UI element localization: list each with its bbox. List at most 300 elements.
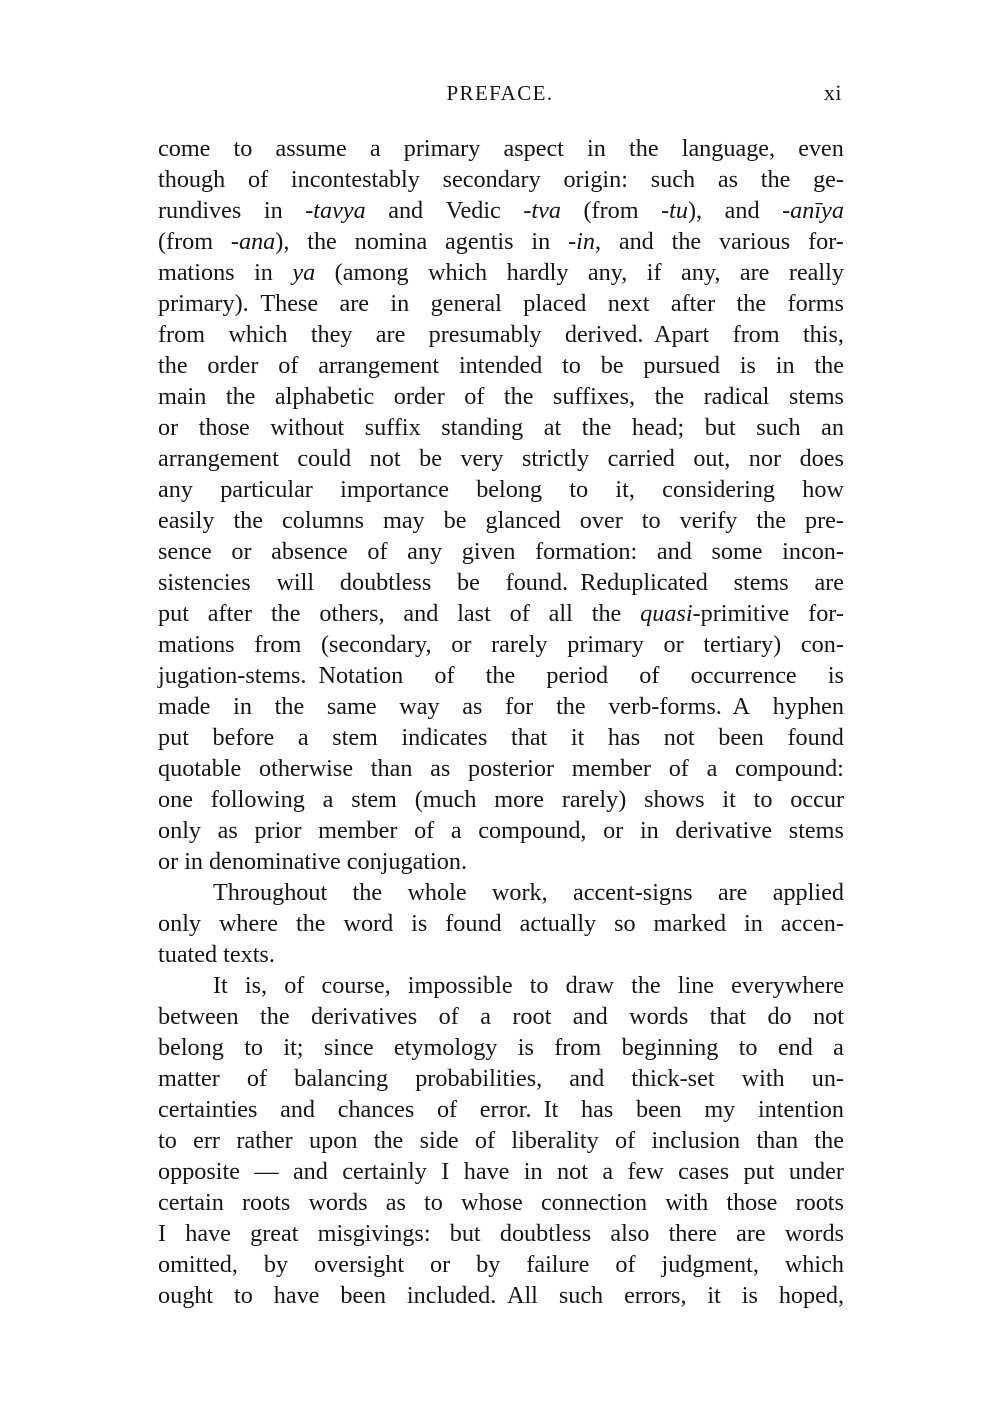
line-word: to <box>233 135 253 162</box>
line-word: than <box>370 755 413 782</box>
line-word: words <box>629 1003 689 1030</box>
line-word: of <box>367 538 388 565</box>
line-word: verb-forms. A <box>608 693 751 720</box>
italic-term: -tu <box>661 197 688 224</box>
line-word: few <box>627 1158 664 1185</box>
line-word: put <box>158 724 189 751</box>
line-word: that <box>709 1003 746 1030</box>
line-word: language, <box>681 135 776 162</box>
line-word: incon- <box>782 538 844 565</box>
line-word: Vedic <box>445 197 501 224</box>
line-word: or <box>663 631 684 658</box>
line-word: are <box>339 290 370 317</box>
line-word <box>305 195 365 226</box>
line-word: (secondary, <box>321 631 432 658</box>
line-word: the <box>260 1003 290 1030</box>
line-word: work, <box>491 879 548 906</box>
line-word: from <box>254 631 302 658</box>
line-word: judgment, <box>661 1251 759 1278</box>
line-word: the <box>629 135 659 162</box>
line-word: ought <box>158 1282 214 1309</box>
line-word: only <box>158 910 202 937</box>
line-word: in <box>263 197 283 224</box>
line-word: to <box>234 1282 253 1309</box>
line-word: after <box>207 600 253 627</box>
line-word: tertiary) <box>703 631 782 658</box>
line-word: the <box>671 228 702 255</box>
line-word: have <box>185 1220 231 1247</box>
line-word: they <box>310 321 353 348</box>
line-word: stem <box>332 724 378 751</box>
line-word: by <box>476 1251 501 1278</box>
line-word: could <box>297 445 352 472</box>
text-line <box>158 195 844 226</box>
line-word: assume <box>275 135 347 162</box>
line-word: liberality <box>511 1127 599 1154</box>
line-word: are <box>739 259 770 286</box>
line-word: and <box>280 1096 316 1123</box>
text-line: or in denominative conjugation. <box>158 848 467 875</box>
text-line: tuated texts. <box>158 941 275 968</box>
line-word: line <box>677 972 715 999</box>
line-word: the <box>373 1127 404 1154</box>
line-word: shows <box>644 786 705 813</box>
line-word: suffix <box>364 414 421 441</box>
text-line <box>158 1187 844 1218</box>
line-word: over <box>579 507 623 534</box>
line-word: aspect <box>503 135 564 162</box>
line-word: the <box>270 600 301 627</box>
line-word: a <box>369 135 381 162</box>
line-word: and <box>292 1158 328 1185</box>
line-word: occurrence <box>690 662 797 689</box>
line-word: included. All <box>406 1282 538 1309</box>
line-word: be <box>457 569 480 596</box>
text-line <box>158 908 844 939</box>
line-word: error. It <box>479 1096 559 1123</box>
line-word: of <box>615 1251 636 1278</box>
line-word: way <box>399 693 440 720</box>
line-word: jugation-stems. Notation <box>158 662 404 689</box>
line-word: of <box>414 817 435 844</box>
line-word: is <box>739 352 756 379</box>
line-word: even <box>798 135 844 162</box>
line-word: alphabetic <box>274 383 375 410</box>
line-word: a <box>450 817 462 844</box>
line-word: put <box>158 600 189 627</box>
line-word: the <box>295 910 326 937</box>
line-word: certain <box>158 1189 224 1216</box>
line-word: mations <box>158 631 235 658</box>
line-word: belong <box>476 476 543 503</box>
line-word: come <box>158 135 211 162</box>
line-word: roots <box>241 1189 291 1216</box>
italic-term: -tva <box>523 197 561 224</box>
line-word: or <box>451 631 472 658</box>
line-word: marked <box>653 910 727 937</box>
text-line <box>158 1218 844 1249</box>
line-word: the <box>503 383 534 410</box>
line-word: member <box>318 817 398 844</box>
line-word: the <box>760 166 791 193</box>
line-word: opposite <box>158 1158 240 1185</box>
line-word: so <box>614 910 636 937</box>
text-line <box>158 412 844 443</box>
line-word: before <box>212 724 275 751</box>
italic-term: -in <box>568 228 595 255</box>
italic-term: -ana <box>230 228 276 255</box>
line-word: there <box>668 1220 717 1247</box>
line-word: it <box>722 786 736 813</box>
line-word: a <box>602 1158 614 1185</box>
line-word: my <box>704 1096 736 1123</box>
line-word: in <box>639 817 659 844</box>
line-word: general <box>430 290 502 317</box>
line-word: root <box>512 1003 552 1030</box>
line-word: arrangement <box>318 352 440 379</box>
line-word: from <box>732 321 780 348</box>
line-word: I <box>158 1220 167 1247</box>
line-word: found. Reduplicated <box>505 569 708 596</box>
line-word: under <box>788 1158 844 1185</box>
line-word: any, <box>587 259 628 286</box>
line-word: same <box>326 693 377 720</box>
line-word: of <box>246 1065 268 1092</box>
line-word: for <box>505 693 534 720</box>
italic-term: quasi <box>640 600 693 627</box>
line-word: following <box>210 786 305 813</box>
line-word: one <box>158 786 193 813</box>
line-word: does <box>799 445 844 472</box>
line-word: found <box>787 724 844 751</box>
line-word: hoped, <box>778 1282 844 1309</box>
line-word: indicates <box>401 724 488 751</box>
line-word: if <box>646 259 662 286</box>
line-word: of <box>436 1096 458 1123</box>
line-word: primary <box>403 135 481 162</box>
line-word: not <box>663 724 695 751</box>
line-word: primary). These <box>158 290 319 317</box>
page-number-folio: xi <box>823 80 842 105</box>
line-word: easily <box>158 507 215 534</box>
line-word: in <box>744 910 763 937</box>
body-text-block <box>158 133 844 1311</box>
line-word: of <box>614 1127 636 1154</box>
line-word: compound, <box>478 817 587 844</box>
line-word: quotable <box>158 755 242 782</box>
line-word: probabilities, <box>415 1065 543 1092</box>
line-word: to <box>244 1034 264 1061</box>
line-word: to <box>562 352 581 379</box>
line-word: do <box>767 1003 792 1030</box>
text-line <box>158 691 844 722</box>
line-word: head; <box>631 414 685 441</box>
line-word: great <box>250 1220 299 1247</box>
line-word: prior <box>254 817 302 844</box>
line-word: of <box>284 972 305 999</box>
line-word: draw <box>565 972 614 999</box>
line-word: I <box>441 1158 450 1185</box>
line-word: as <box>462 693 483 720</box>
line-word: and <box>724 197 760 224</box>
line-word: belong <box>158 1034 224 1061</box>
line-word: order <box>393 383 445 410</box>
line-word: been <box>635 1096 682 1123</box>
line-word: between <box>158 1003 239 1030</box>
line-word: to <box>424 1189 443 1216</box>
line-word: errors, <box>624 1282 687 1309</box>
line-word: out, <box>693 445 731 472</box>
line-word: a <box>297 724 309 751</box>
line-word: omitted, <box>158 1251 238 1278</box>
line-word: compound: <box>735 755 844 782</box>
line-word: and <box>569 1065 605 1092</box>
text-line <box>158 1094 844 1125</box>
line-word: which <box>228 321 288 348</box>
line-word: everywhere <box>731 972 844 999</box>
line-word: err <box>193 1127 220 1154</box>
line-word: placed <box>523 290 587 317</box>
text-line <box>158 257 844 288</box>
line-word: is <box>827 662 844 689</box>
line-word: the <box>756 507 786 534</box>
line-word: thick-set <box>631 1065 715 1092</box>
line-word: a <box>322 786 334 813</box>
line-word: words <box>308 1189 368 1216</box>
line-word: — <box>254 1158 279 1185</box>
line-word: actually <box>519 910 597 937</box>
text-line <box>158 1249 844 1280</box>
line-word: stem <box>351 786 397 813</box>
line-word: of <box>639 662 660 689</box>
line-word: inclusion <box>651 1127 741 1154</box>
line-word: since <box>323 1034 374 1061</box>
line-word: glanced <box>485 507 561 534</box>
text-line <box>158 877 844 908</box>
line-word: it <box>707 1282 721 1309</box>
line-word: the <box>814 1127 844 1154</box>
line-word: of <box>278 352 299 379</box>
line-word: of <box>509 600 530 627</box>
line-word: have <box>463 1158 510 1185</box>
line-word: hyphen <box>772 693 844 720</box>
line-word: as <box>385 1189 406 1216</box>
line-word: certainly <box>342 1158 427 1185</box>
line-word: arrangement <box>158 445 279 472</box>
line-word: such <box>650 166 696 193</box>
line-word: the <box>581 414 612 441</box>
text-line <box>158 1280 844 1311</box>
line-word: others, <box>319 600 385 627</box>
line-word: whole <box>407 879 467 906</box>
line-word: or <box>430 1251 451 1278</box>
line-word: of <box>464 383 485 410</box>
line-word: the <box>158 352 188 379</box>
line-word: has <box>607 724 641 751</box>
line-word: cases <box>678 1158 730 1185</box>
line-word: course, <box>321 972 391 999</box>
line-word: it, <box>615 476 635 503</box>
line-word: member <box>571 755 651 782</box>
text-line <box>158 443 844 474</box>
line-word: than <box>756 1127 799 1154</box>
line-word: are <box>717 879 748 906</box>
text-line <box>158 722 844 753</box>
line-word: for- <box>808 600 844 627</box>
line-word: those <box>198 414 250 441</box>
line-word: pre- <box>804 507 844 534</box>
line-word: columns <box>282 507 364 534</box>
line-word: not <box>557 1158 588 1185</box>
line-word: which <box>784 1251 844 1278</box>
line-word: sistencies <box>158 569 251 596</box>
line-word: in <box>587 135 606 162</box>
line-word: not <box>813 1003 844 1030</box>
line-word: of <box>434 662 455 689</box>
line-word: where <box>218 910 279 937</box>
line-word: ge- <box>813 166 844 193</box>
line-word: which <box>428 259 488 286</box>
line-word: standing <box>441 414 524 441</box>
text-line <box>158 133 844 164</box>
line-word: in <box>233 693 252 720</box>
line-word: connection <box>540 1189 648 1216</box>
line-word: all <box>548 600 573 627</box>
line-word: intended <box>458 352 543 379</box>
line-word: really <box>788 259 844 286</box>
line-word: the <box>307 228 337 255</box>
line-word: order <box>207 352 259 379</box>
line-word: the <box>233 507 263 534</box>
line-word: stems <box>733 569 789 596</box>
line-word: absence <box>271 538 348 565</box>
line-word: in <box>254 259 273 286</box>
line-word: upon <box>309 1127 358 1154</box>
line-word: the <box>274 693 305 720</box>
line-word: put <box>743 1158 775 1185</box>
line-word: end <box>777 1034 813 1061</box>
line-word: at <box>543 414 562 441</box>
line-word: It <box>213 972 228 999</box>
line-word: misgivings: <box>317 1220 431 1247</box>
line-word: it; <box>283 1034 304 1061</box>
line-word: the <box>814 352 844 379</box>
line-word: sence <box>158 538 212 565</box>
line-word: is <box>741 1282 758 1309</box>
line-word: any <box>158 476 193 503</box>
line-word: with <box>665 1189 709 1216</box>
line-word: to <box>569 476 589 503</box>
running-head-title: PREFACE. <box>446 81 554 105</box>
line-word: particular <box>220 476 313 503</box>
line-word: verify <box>679 507 738 534</box>
line-word: the <box>591 600 622 627</box>
line-word: found <box>445 910 502 937</box>
line-word: main <box>158 383 207 410</box>
line-word: in <box>523 1158 543 1185</box>
line-word: be <box>443 507 467 534</box>
line-word: (much <box>414 786 477 813</box>
line-word: how <box>802 476 844 503</box>
line-word: rarely) <box>561 786 627 813</box>
line-word: accent-signs <box>572 879 693 906</box>
line-word: but <box>449 1220 481 1247</box>
line-word: more <box>494 786 544 813</box>
text-line <box>158 381 844 412</box>
line-word: derivative <box>675 817 773 844</box>
line-word: as <box>717 166 738 193</box>
line-word: in <box>390 290 410 317</box>
line-word: has <box>581 1096 614 1123</box>
line-word: stems <box>788 817 844 844</box>
line-word: from <box>158 321 206 348</box>
line-word: (among <box>334 259 409 286</box>
line-word: of <box>247 166 269 193</box>
line-word: in <box>531 228 551 255</box>
line-word: failure <box>526 1251 590 1278</box>
line-word: radical <box>703 383 770 410</box>
line-word: as <box>430 755 451 782</box>
line-word: are <box>814 569 844 596</box>
line-word: balancing <box>294 1065 389 1092</box>
line-word: quasi-primitive <box>640 600 790 627</box>
text-line <box>158 319 844 350</box>
line-word: from <box>554 1034 602 1061</box>
line-word: the <box>485 662 516 689</box>
line-word: nomina <box>354 228 428 255</box>
line-word: in <box>775 352 795 379</box>
line-word: after <box>670 290 716 317</box>
line-word: been <box>718 724 764 751</box>
line-word: is <box>517 1034 534 1061</box>
line-word: rather <box>236 1127 293 1154</box>
line-word: presumably <box>428 321 542 348</box>
line-word: have <box>273 1282 320 1309</box>
line-word: of <box>474 1127 496 1154</box>
line-word: to <box>753 786 773 813</box>
line-word: any, <box>681 259 721 286</box>
line-word: very <box>460 445 504 472</box>
line-word: of <box>438 1003 459 1030</box>
line-word: con- <box>800 631 844 658</box>
line-word: importance <box>340 476 449 503</box>
line-word: the <box>654 383 685 410</box>
text-line <box>158 226 844 257</box>
line-word <box>523 195 561 226</box>
line-word: next <box>607 290 650 317</box>
line-word: the <box>352 879 383 906</box>
line-word: with <box>741 1065 785 1092</box>
line-word: is <box>411 910 428 937</box>
line-word: or <box>231 538 252 565</box>
line-word: stems <box>788 383 844 410</box>
line-word: be <box>419 445 442 472</box>
line-word: intention <box>757 1096 844 1123</box>
line-word: an <box>821 414 844 441</box>
line-word: words <box>784 1220 844 1247</box>
line-word: a <box>480 1003 491 1030</box>
line-word: formation: <box>535 538 638 565</box>
line-word: etymology <box>393 1034 498 1061</box>
line-word: doubtless <box>499 1220 592 1247</box>
text-line <box>158 288 844 319</box>
line-word: given <box>461 538 516 565</box>
text-line <box>158 815 844 846</box>
line-word: chances <box>337 1096 415 1123</box>
text-line <box>158 598 844 629</box>
text-line <box>158 629 844 660</box>
line-word: this, <box>802 321 844 348</box>
